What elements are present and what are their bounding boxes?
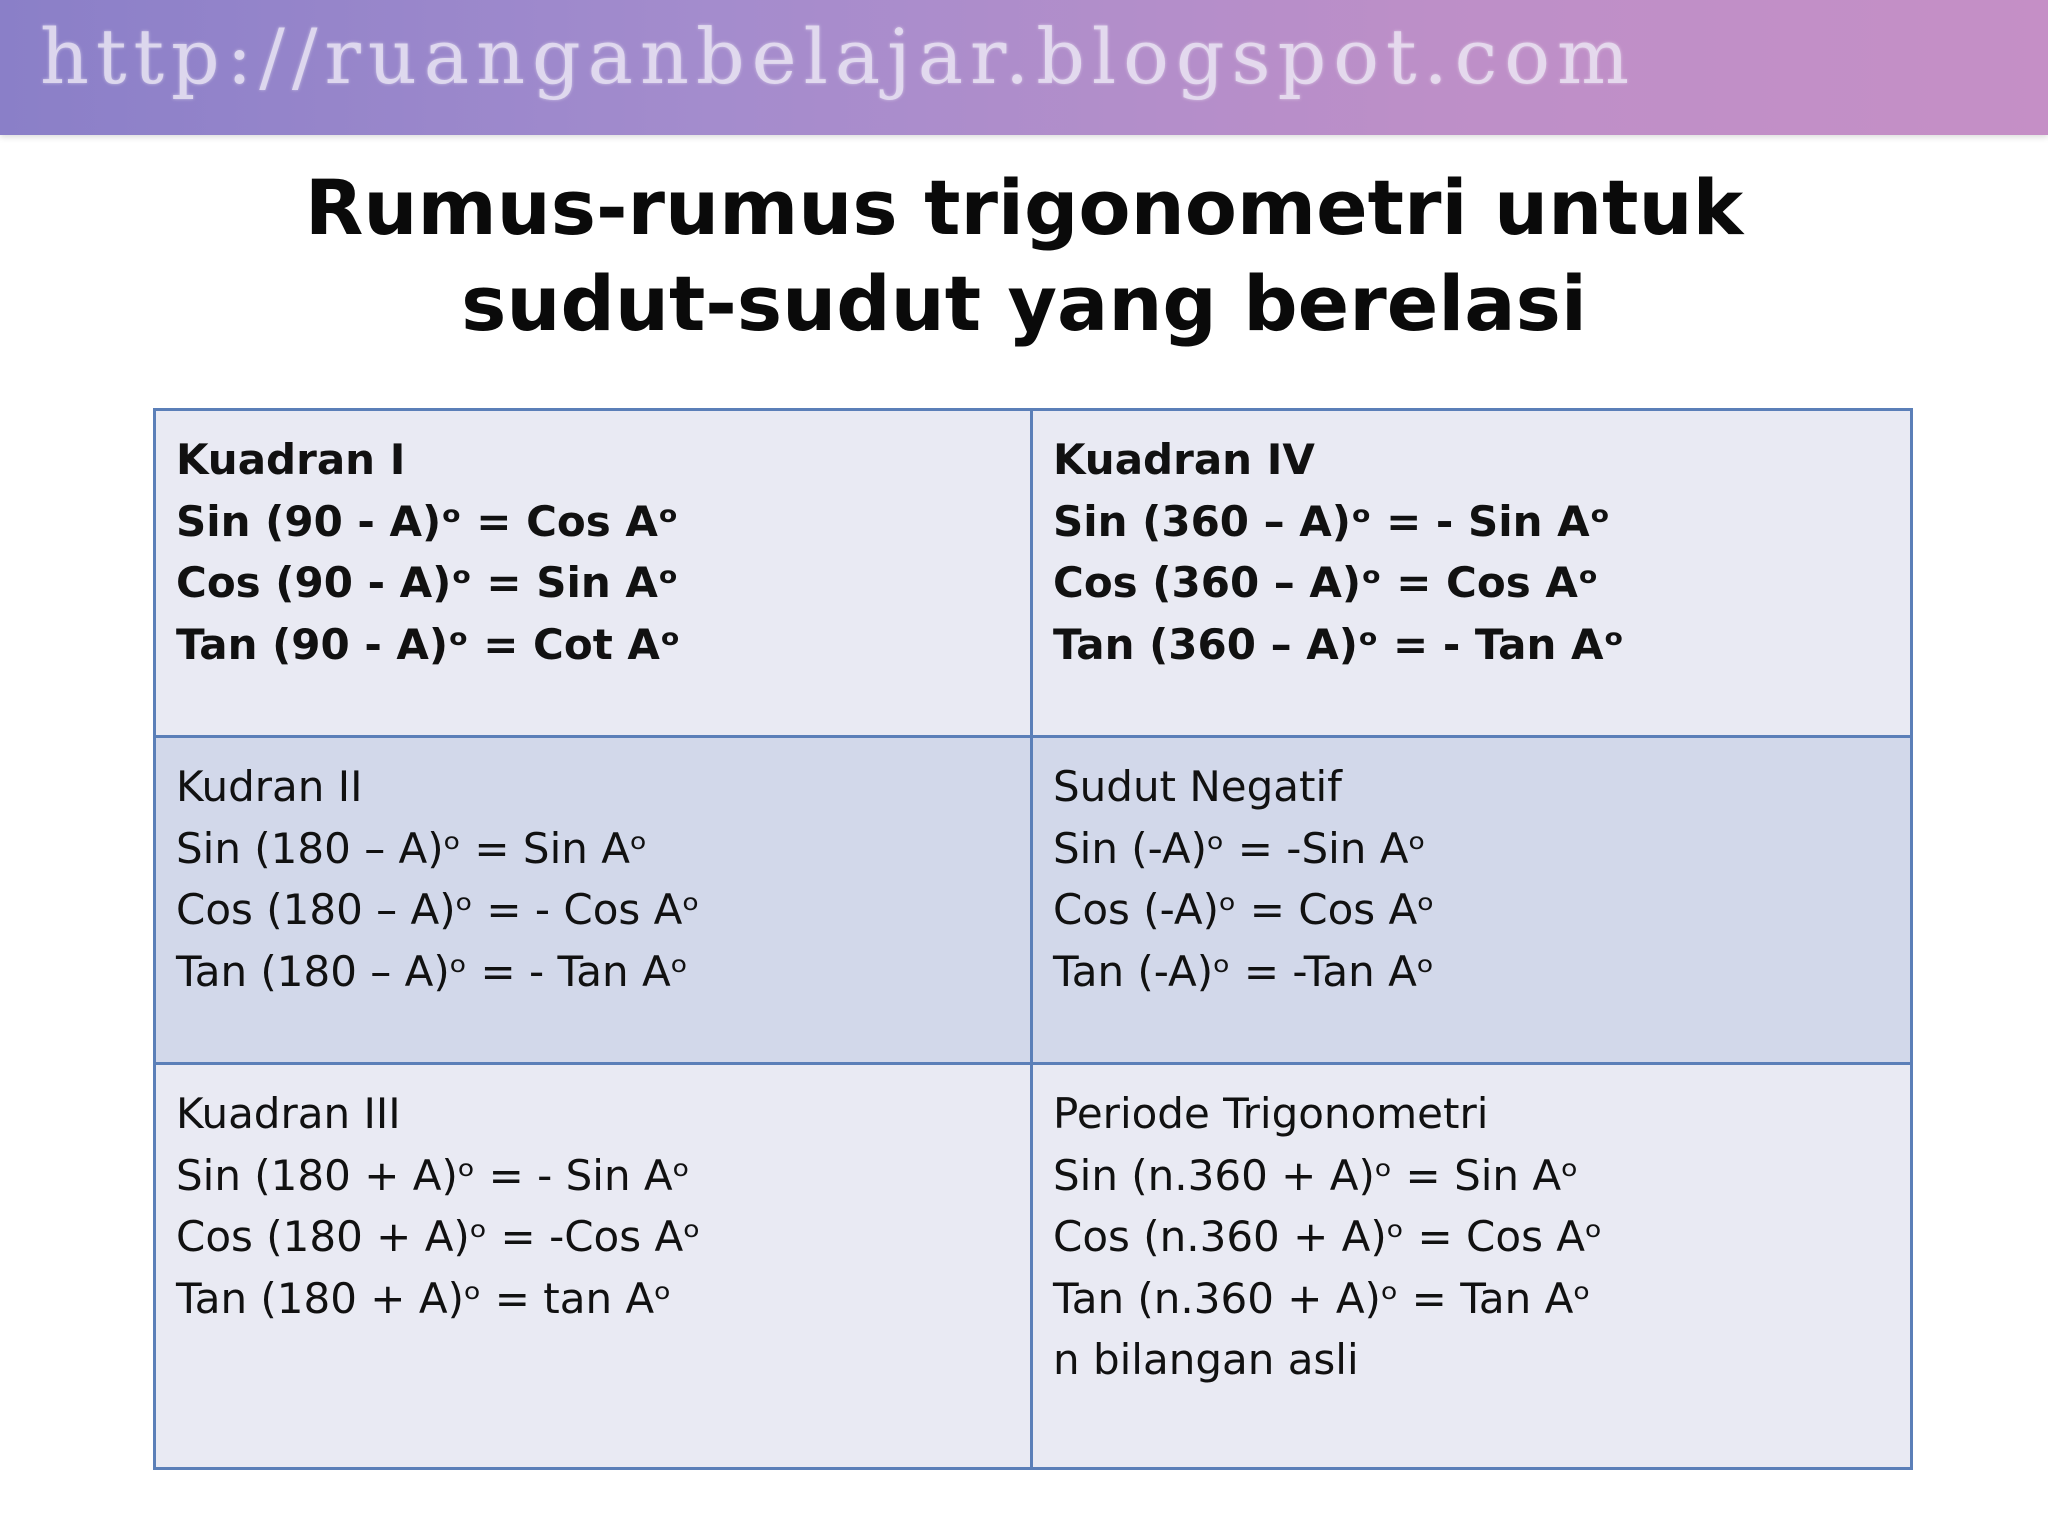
- cell-kudran-ii: [156, 738, 1033, 1065]
- cell-heading: Kuadran IV: [1053, 435, 1315, 484]
- banner-url-watermark: http://ruanganbelajar.blogspot.com: [40, 12, 1637, 101]
- formula-line: Sin (360 – A)ᵒ = - Sin Aᵒ: [1053, 496, 1611, 546]
- slide-title-line-1: Rumus-rumus trigonometri untuk: [304, 163, 1744, 252]
- formula-line: Tan (-A)ᵒ = -Tan Aᵒ: [1053, 946, 1435, 996]
- header-banner: [0, 0, 2048, 135]
- formula-line: Sin (90 - A)ᵒ = Cos Aᵒ: [176, 496, 679, 546]
- cell-heading: Kudran II: [176, 762, 363, 811]
- formula-line: Tan (180 + A)ᵒ = tan Aᵒ: [176, 1273, 672, 1323]
- formula-line: Sin (n.360 + A)ᵒ = Sin Aᵒ: [1053, 1150, 1579, 1200]
- formula-line: Tan (90 - A)ᵒ = Cot Aᵒ: [176, 619, 681, 669]
- slide-title-line-2: sudut-sudut yang berelasi: [461, 259, 1587, 348]
- cell-kuadran-iii: [156, 1065, 1033, 1467]
- formula-line: Tan (n.360 + A)ᵒ = Tan Aᵒ: [1053, 1273, 1591, 1323]
- formula-line: Cos (n.360 + A)ᵒ = Cos Aᵒ: [1053, 1212, 1603, 1261]
- cell-heading: Kuadran III: [176, 1089, 401, 1138]
- cell-sudut-negatif: [1033, 738, 1910, 1065]
- formula-line: Cos (90 - A)ᵒ = Sin Aᵒ: [176, 558, 679, 607]
- cell-kuadran-iv: [1033, 411, 1910, 738]
- formula-line: Sin (-A)ᵒ = -Sin Aᵒ: [1053, 823, 1426, 873]
- formula-line: Cos (180 + A)ᵒ = -Cos Aᵒ: [176, 1212, 701, 1261]
- cell-heading: Periode Trigonometri: [1053, 1089, 1489, 1138]
- formula-line: Tan (180 – A)ᵒ = - Tan Aᵒ: [176, 946, 689, 996]
- cell-periode-trigonometri: [1033, 1065, 1910, 1467]
- formula-line: Tan (360 – A)ᵒ = - Tan Aᵒ: [1053, 619, 1624, 669]
- formula-table: [153, 408, 1913, 1470]
- cell-heading: Kuadran I: [176, 435, 406, 484]
- formula-line: Cos (360 – A)ᵒ = Cos Aᵒ: [1053, 558, 1599, 607]
- formula-line: Sin (180 + A)ᵒ = - Sin Aᵒ: [176, 1150, 691, 1200]
- formula-line: Cos (180 – A)ᵒ = - Cos Aᵒ: [176, 885, 700, 934]
- cell-kuadran-i: [156, 411, 1033, 738]
- slide-title: [0, 160, 2048, 352]
- formula-line: Sin (180 – A)ᵒ = Sin Aᵒ: [176, 823, 648, 873]
- formula-line: Cos (-A)ᵒ = Cos Aᵒ: [1053, 885, 1435, 934]
- cell-heading: Sudut Negatif: [1053, 762, 1342, 811]
- formula-note: n bilangan asli: [1053, 1335, 1359, 1384]
